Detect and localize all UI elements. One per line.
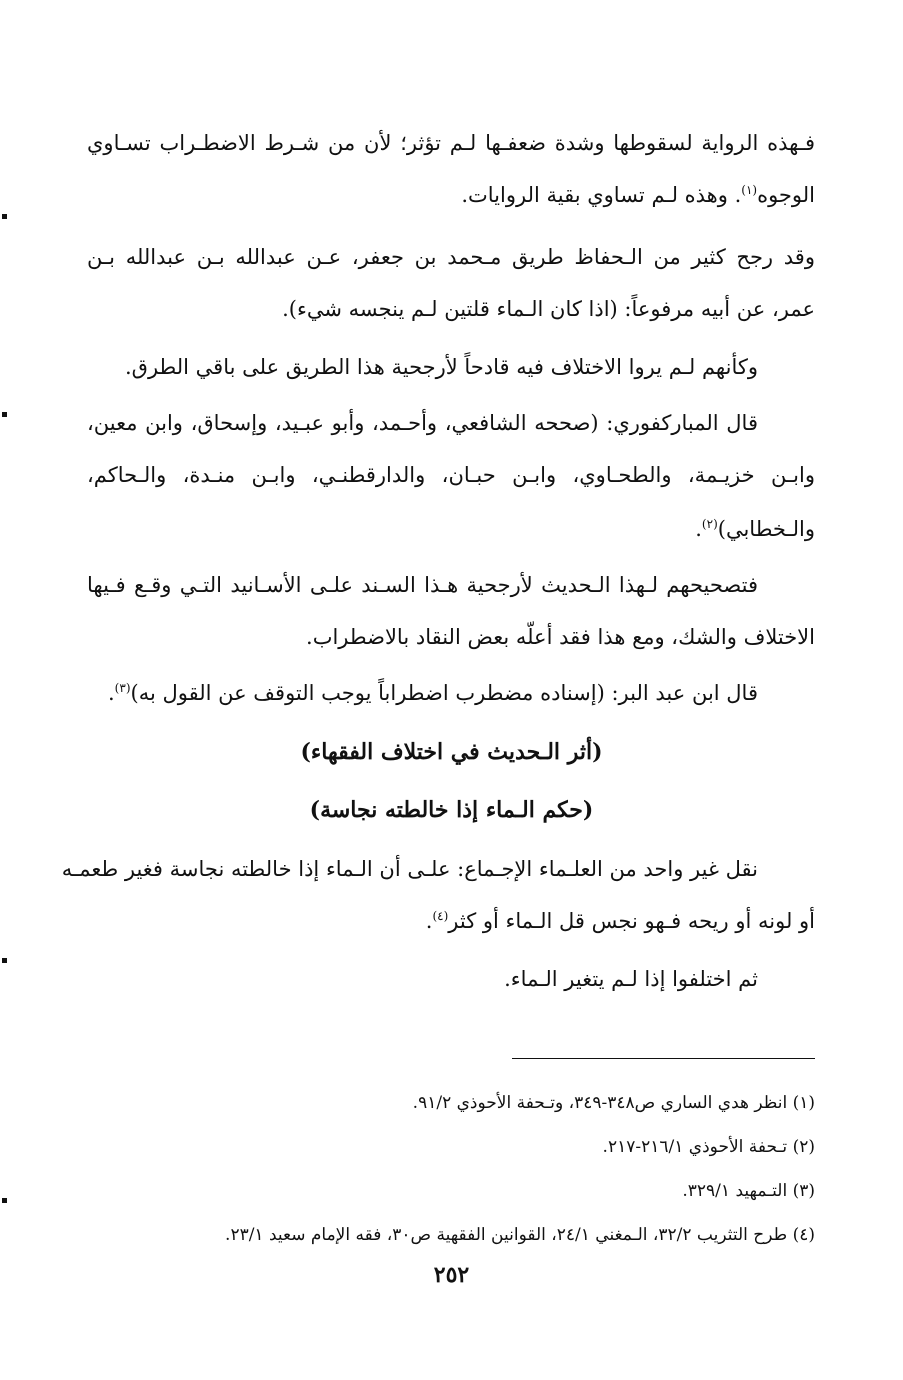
- footnote-ref: (٤): [432, 909, 449, 923]
- paragraph-line: وقد رجح كثير من الـحفاظ طريق مـحمد بن جعفر، عـن عبدالله بـن عبدالله بـن: [87, 245, 815, 269]
- text-run: قال ابن عبد البر: (إسناده مضطرب اضطراباً يوجب التوقف عن القول به): [130, 681, 758, 705]
- page-number: ٢٥٢: [433, 1262, 470, 1288]
- footnote-ref: (١): [741, 183, 758, 197]
- section-heading: (أثر الـحديث في اختلاف الفقهاء): [300, 739, 603, 765]
- paragraph-line: وابـن خزيـمة، والطحـاوي، وابـن حبـان، والدارقطنـي، وابـن منـدة، والـحاكم،: [87, 463, 815, 487]
- section-heading: (حكم الـماء إذا خالطته نجاسة): [309, 797, 594, 823]
- footnote: (٣) التـمهيد ٣٢٩/١.: [682, 1181, 815, 1201]
- footnote-ref: (٣): [114, 681, 131, 695]
- paragraph-line: [87, 678, 758, 708]
- paragraph-line: [87, 906, 815, 936]
- footnote-separator: [512, 1058, 815, 1059]
- text-run: والـخطابي): [717, 517, 815, 541]
- footnote: (١) انظر هدي الساري ص٣٤٨-٣٤٩، وتـحفة الأحوذي ٩١/٢.: [412, 1093, 815, 1113]
- text-run: .: [425, 909, 433, 933]
- binding-mark: [2, 1198, 7, 1203]
- text-run: الوجوه: [757, 183, 815, 207]
- paragraph-line: وكأنهم لـم يروا الاختلاف فيه قادحاً لأرجحية هذا الطريق على باقي الطرق.: [124, 355, 758, 379]
- paragraph-line: قال المباركفوري: (صححه الشافعي، وأحـمد، وأبو عبـيد، وإسحاق، وابن معين،: [87, 411, 758, 435]
- text-run: أو لونه أو ريحه فـهو نجس قل الـماء أو كثر: [448, 909, 815, 933]
- footnote-ref: (٢): [701, 517, 718, 531]
- paragraph-line: الاختلاف والشك، ومع هذا فقد أعلّه بعض النقاد بالاضطراب.: [306, 625, 815, 649]
- paragraph-line: عمر، عن أبيه مرفوعاً: (اذا كان الـماء قلتين لـم ينجسه شيء).: [282, 297, 815, 321]
- paragraph-line: [87, 514, 815, 544]
- paragraph-line: نقل غير واحد من العلـماء الإجـماع: علـى أن الـماء إذا خالطته نجاسة فغير طعمـه: [61, 857, 758, 881]
- paragraph-line: [87, 180, 815, 210]
- paragraph-line: فـهذه الرواية لسقوطها وشدة ضعفـها لـم تؤثر؛ لأن من شـرط الاضطـراب تسـاوي: [87, 131, 815, 155]
- footnote: (٤) طرح التثريب ٣٢/٢، الـمغني ٢٤/١، القوانين الفقهية ص٣٠، فقه الإمام سعيد ٢٣/١.: [225, 1225, 815, 1245]
- text-run: .: [695, 517, 702, 541]
- footnote: (٢) تـحفة الأحوذي ٢١٦/١-٢١٧.: [602, 1137, 815, 1157]
- paragraph-line: ثم اختلفوا إذا لـم يتغير الـماء.: [504, 967, 758, 991]
- binding-mark: [2, 412, 7, 417]
- binding-mark: [2, 958, 7, 963]
- text-run: .: [107, 681, 115, 705]
- text-run: . وهذه لـم تساوي بقية الروايات.: [461, 183, 742, 207]
- paragraph-line: فتصحيحهم لـهذا الـحديث لأرجحية هـذا السـند علـى الأسـانيد التـي وقـع فـيها: [87, 573, 758, 597]
- binding-mark: [2, 214, 7, 219]
